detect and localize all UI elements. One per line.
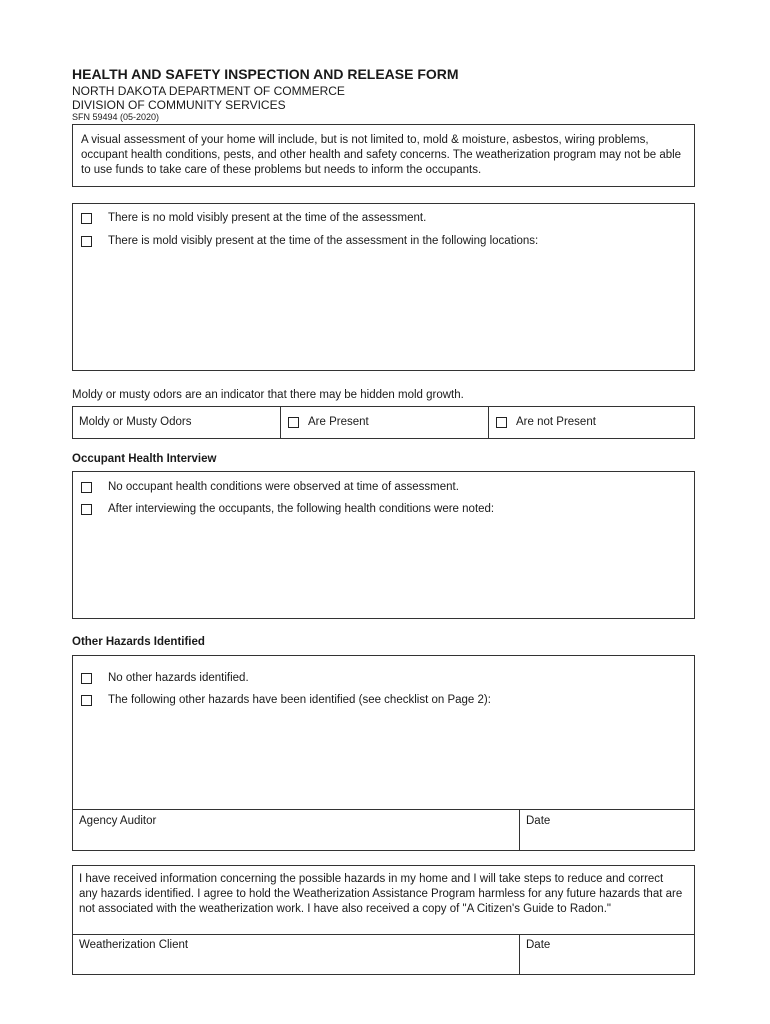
odors-not-present-label: Are not Present: [516, 416, 596, 428]
mold-none-label: There is no mold visibly present at the time of the assessment.: [108, 212, 427, 224]
weatherization-client-label: Weatherization Client: [79, 939, 189, 951]
mold-none-option[interactable]: [81, 212, 681, 228]
odors-present-label: Are Present: [308, 416, 369, 428]
hazards-identified-checkbox[interactable]: [81, 695, 92, 706]
health-none-checkbox[interactable]: [81, 482, 92, 493]
odors-row: [72, 406, 695, 439]
department-name: NORTH DAKOTA DEPARTMENT OF COMMERCE: [72, 84, 345, 98]
odors-present-option[interactable]: [288, 416, 478, 432]
health-noted-checkbox[interactable]: [81, 504, 92, 515]
release-section: [72, 865, 695, 975]
mold-present-checkbox[interactable]: [81, 236, 92, 247]
auditor-date-field[interactable]: [520, 810, 694, 850]
form-title: HEALTH AND SAFETY INSPECTION AND RELEASE FORM: [72, 66, 459, 82]
mold-present-label: There is mold visibly present at the time of the assessment in the following locations:: [108, 235, 539, 247]
mold-locations-field[interactable]: [81, 256, 686, 364]
client-date-field[interactable]: [520, 935, 694, 974]
hazards-list-field[interactable]: [81, 716, 686, 804]
hazards-none-option[interactable]: [81, 672, 681, 688]
hazards-none-label: No other hazards identified.: [108, 672, 249, 684]
agency-auditor-field[interactable]: [73, 810, 519, 850]
weatherization-client-field[interactable]: [73, 935, 519, 974]
division-name: DIVISION OF COMMUNITY SERVICES: [72, 98, 286, 112]
hazards-heading: Other Hazards Identified: [72, 636, 205, 648]
intro-text: A visual assessment of your home will include, but is not limited to, mold & moisture, asbestos, wiring problems, occupant health conditions, pests, and other health and safety concerns. The weatherization program may not be able to use funds to take care of these problems but needs to inform the occupants.: [81, 134, 682, 176]
health-heading: Occupant Health Interview: [72, 453, 217, 465]
release-text: I have received information concerning the possible hazards in my home and I will take steps to reduce and correct any hazards identified. I agree to hold the Weatherization Assistance Program harmless for any future hazards that are not associated with the weatherization work. I have also received a copy of "A Citizen's Guide to Radon.": [79, 873, 683, 915]
hazards-identified-option[interactable]: [81, 694, 681, 710]
odors-not-present-checkbox[interactable]: [496, 417, 507, 428]
client-date-label: Date: [526, 939, 551, 951]
auditor-date-label: Date: [526, 815, 551, 827]
odors-note: Moldy or musty odors are an indicator that there may be hidden mold growth.: [72, 389, 464, 401]
mold-section: [72, 203, 695, 371]
health-noted-option[interactable]: [81, 503, 681, 519]
health-none-label: No occupant health conditions were observed at time of assessment.: [108, 481, 459, 493]
health-noted-label: After interviewing the occupants, the following health conditions were noted:: [108, 503, 495, 515]
health-section: [72, 471, 695, 619]
agency-header: [72, 84, 345, 112]
mold-present-option[interactable]: [81, 235, 681, 251]
intro-box: [72, 124, 695, 187]
health-none-option[interactable]: [81, 481, 681, 497]
agency-auditor-label: Agency Auditor: [79, 815, 157, 827]
odors-not-present-option[interactable]: [496, 416, 686, 432]
odors-label: Moldy or Musty Odors: [79, 416, 192, 428]
hazards-section: [72, 655, 695, 851]
form-number: SFN 59494 (05-2020): [72, 112, 160, 122]
hazards-none-checkbox[interactable]: [81, 673, 92, 684]
hazards-identified-label: The following other hazards have been identified (see checklist on Page 2):: [108, 694, 491, 706]
health-conditions-field[interactable]: [81, 524, 686, 612]
odors-present-checkbox[interactable]: [288, 417, 299, 428]
mold-none-checkbox[interactable]: [81, 213, 92, 224]
